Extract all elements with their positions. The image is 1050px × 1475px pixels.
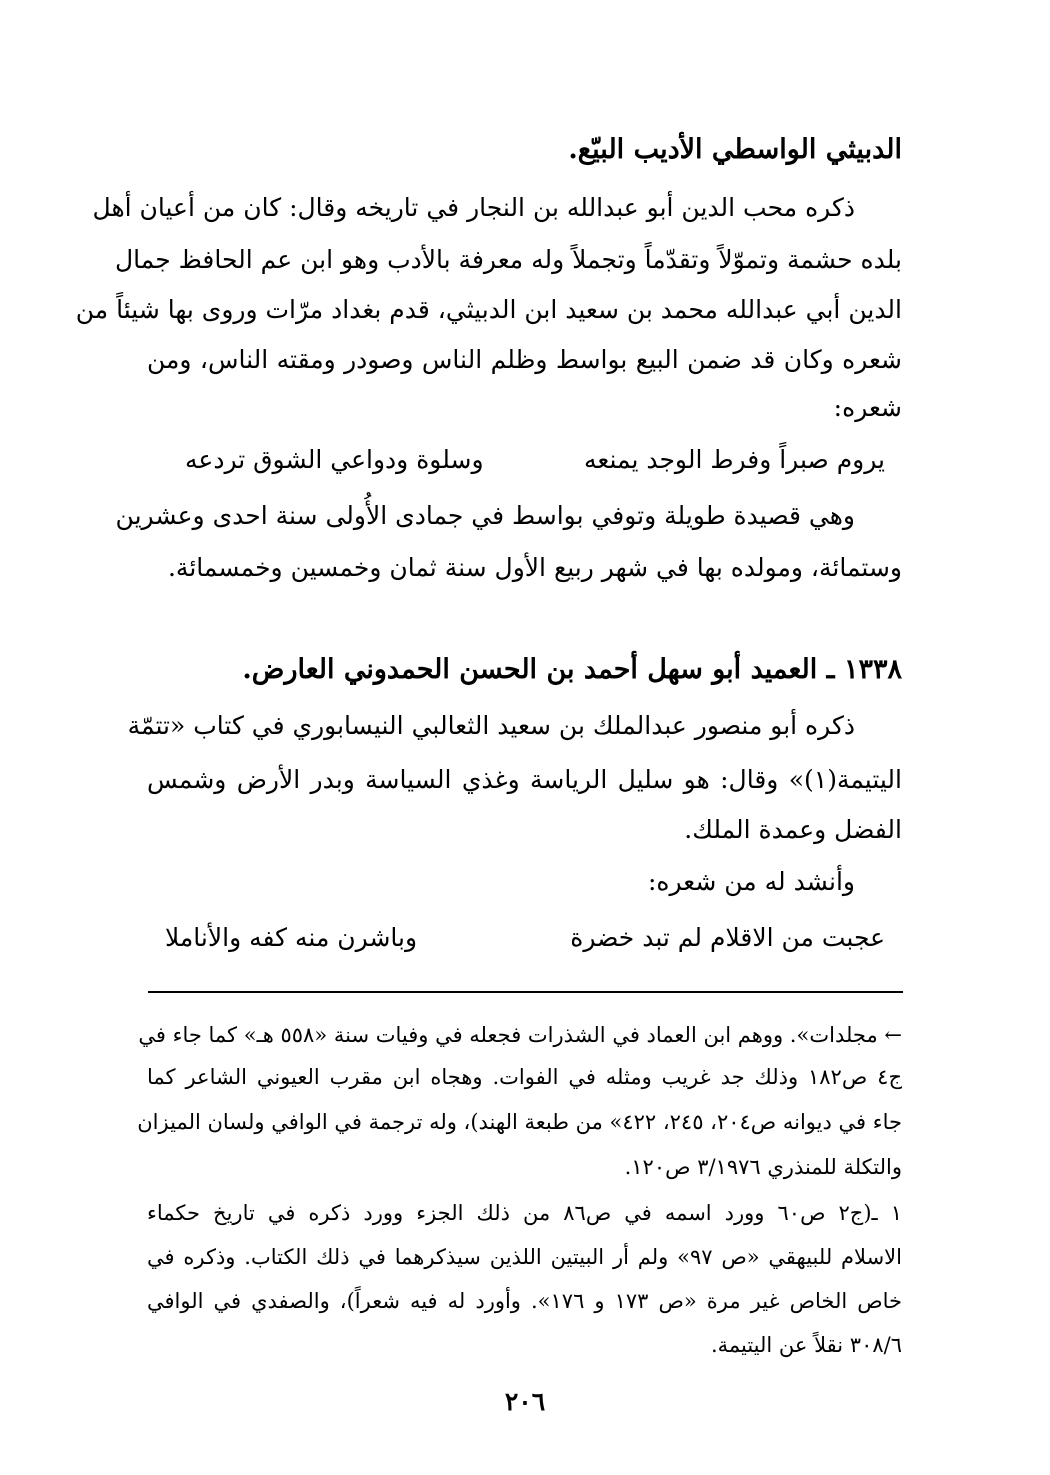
entry-heading: ١٣٣٨ ـ العميد أبو سهل أحمد بن الحسن الحمدوني العارض. bbox=[242, 654, 902, 685]
paragraph-line: وستمائة، ومولده بها في شهر ربيع الأول سنة ثمان وخمسين وخمسمائة. bbox=[167, 553, 902, 582]
poem-verse bbox=[150, 918, 885, 958]
verse-second-hemistich: وباشرن منه كفه والأناملا bbox=[165, 923, 418, 952]
footnote-line: ← مجلدات». ووهم ابن العماد في الشذرات فجعله في وفيات سنة «٥٥٨ هـ» كما جاء في bbox=[138, 1023, 902, 1047]
footnote-1-line: ١ ـ(ج٢ ص٦٠ وورد اسمه في ص٨٦ من ذلك الجزء وورد ذكره في تاريخ حكماء bbox=[147, 1201, 902, 1225]
paragraph-line: ذكره محب الدين أبو عبدالله بن النجار في تاريخه وقال: كان من أعيان أهل bbox=[92, 193, 855, 222]
paragraph-line: شعره: bbox=[833, 393, 902, 422]
footnote-line: جاء في ديوانه ص٢٠٤، ٢٤٥، ٤٢٢» من طبعة الهند)، وله ترجمة في الوافي ولسان الميزان bbox=[137, 1110, 902, 1134]
footnote-1-line: ٣٠٨/٦ نقلاً عن اليتيمة. bbox=[710, 1333, 902, 1357]
verse-first-hemistich: يروم صبراً وفرط الوجد يمنعه bbox=[583, 445, 885, 474]
entry-heading-continuation: الدبيثي الواسطي الأديب البيّع. bbox=[568, 134, 902, 165]
poem-verse bbox=[150, 440, 885, 480]
paragraph-line: الدين أبي عبدالله محمد بن سعيد ابن الدبيثي، قدم بغداد مرّات وروى بها شيئاً من bbox=[75, 295, 902, 324]
paragraph-line: الفضل وعمدة الملك. bbox=[684, 815, 902, 844]
footnote-1-line: الاسلام للبيهقي «ص ٩٧» ولم أر البيتين اللذين سيذكرهما في ذلك الكتاب. وذكره في bbox=[147, 1245, 902, 1269]
paragraph-line: شعره وكان قد ضمن البيع بواسط وظلم الناس وصودر ومقته الناس، ومن bbox=[147, 345, 902, 374]
footnote-divider bbox=[148, 991, 903, 993]
footnote-line: ج٤ ص١٨٢ وذلك جد غريب ومثله في الفوات. وهجاه ابن مقرب العيوني الشاعر كما bbox=[147, 1065, 902, 1089]
footnote-line: والتكلة للمنذري ٣/١٩٧٦ ص١٢٠. bbox=[624, 1155, 902, 1179]
paragraph-line: بلده حشمة وتموّلاً وتقدّماً وتجملاً وله معرفة بالأدب وهو ابن عم الحافظ جمال bbox=[115, 245, 902, 274]
page-number: ٢٠٦ bbox=[504, 1387, 546, 1416]
paragraph-line: وهي قصيدة طويلة وتوفي بواسط في جمادى الأُولى سنة احدى وعشرين bbox=[115, 501, 855, 530]
recited-line: وأنشد له من شعره: bbox=[647, 867, 855, 896]
paragraph-line: ذكره أبو منصور عبدالملك بن سعيد الثعالبي النيسابوري في كتاب «تتمّة bbox=[127, 711, 855, 740]
footnote-1-line: خاص الخاص غير مرة «ص ١٧٣ و ١٧٦». وأورد له فيه شعراً)، والصفدي في الوافي bbox=[147, 1289, 902, 1313]
paragraph-line: اليتيمة(١)» وقال: هو سليل الرياسة وغذي السياسة وبدر الأرض وشمس bbox=[147, 765, 902, 794]
verse-first-hemistich: عجبت من الاقلام لم تبد خضرة bbox=[570, 923, 885, 952]
verse-second-hemistich: وسلوة ودواعي الشوق تردعه bbox=[185, 445, 484, 474]
